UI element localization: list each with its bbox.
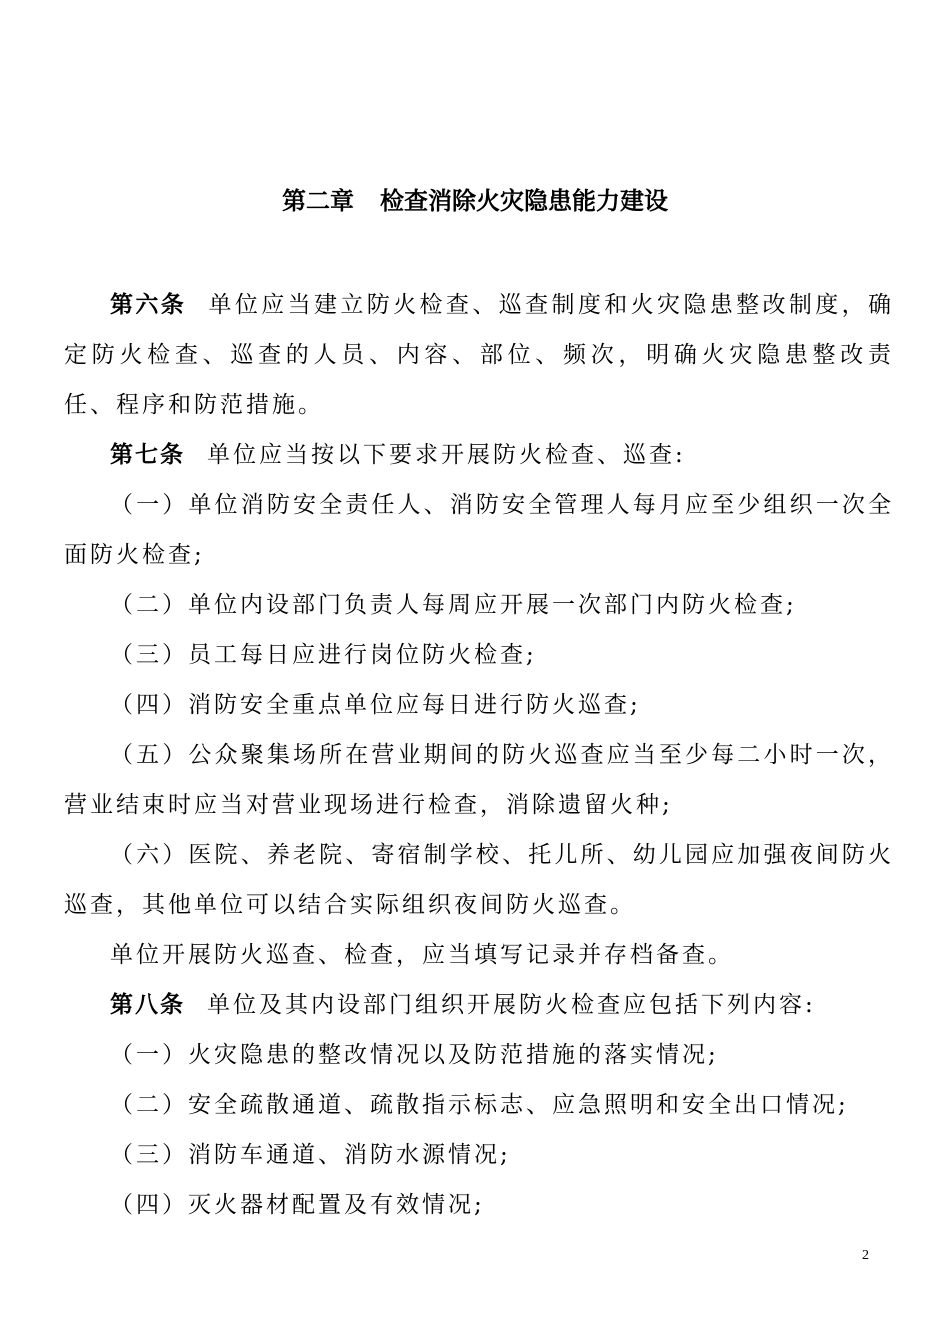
list-item: （五）公众聚集场所在营业期间的防火巡查应当至少每二小时一次，营业结束时应当对营业现场进行检查，消除遗留火种; bbox=[64, 742, 894, 818]
article-6 bbox=[64, 280, 894, 430]
list-item: （三）员工每日应进行岗位防火检查; bbox=[110, 642, 537, 668]
article-label: 第七条 bbox=[110, 442, 185, 468]
list-item: （一）单位消防安全责任人、消防安全管理人每月应至少组织一次全面防火检查; bbox=[64, 492, 894, 568]
list-item: （一）火灾隐患的整改情况以及防范措施的落实情况; bbox=[110, 1042, 719, 1068]
list-item: （二）单位内设部门负责人每周应开展一次部门内防火检查; bbox=[110, 592, 797, 618]
list-item: （四）灭火器材配置及有效情况; bbox=[110, 1192, 485, 1218]
article-7 bbox=[64, 430, 894, 480]
article-label: 第八条 bbox=[110, 992, 185, 1018]
article-label: 第六条 bbox=[110, 292, 187, 318]
chapter-number: 第二章 bbox=[282, 187, 354, 215]
list-item: （六）医院、养老院、寄宿制学校、托儿所、幼儿园应加强夜间防火巡查，其他单位可以结合实际组织夜间防火巡查。 bbox=[64, 842, 894, 918]
article-text: 单位应当按以下要求开展防火检查、巡查: bbox=[207, 442, 686, 468]
list-item: （三）消防车通道、消防水源情况; bbox=[110, 1142, 511, 1168]
document-body bbox=[64, 280, 894, 1230]
article-8 bbox=[64, 980, 894, 1030]
article-note: 单位开展防火巡查、检查，应当填写记录并存档备查。 bbox=[110, 942, 734, 968]
list-item: （四）消防安全重点单位应每日进行防火巡查; bbox=[110, 692, 641, 718]
list-item: （二）安全疏散通道、疏散指示标志、应急照明和安全出口情况; bbox=[110, 1092, 849, 1118]
chapter-name: 检查消除火灾隐患能力建设 bbox=[380, 187, 668, 215]
article-text: 单位应当建立防火检查、巡查制度和火灾隐患整改制度，确定防火检查、巡查的人员、内容、部位、频次，明确火灾隐患整改责任、程序和防范措施。 bbox=[64, 292, 895, 418]
chapter-title bbox=[0, 183, 950, 219]
page-number: 2 bbox=[862, 1248, 869, 1263]
article-text: 单位及其内设部门组织开展防火检查应包括下列内容: bbox=[207, 992, 816, 1018]
